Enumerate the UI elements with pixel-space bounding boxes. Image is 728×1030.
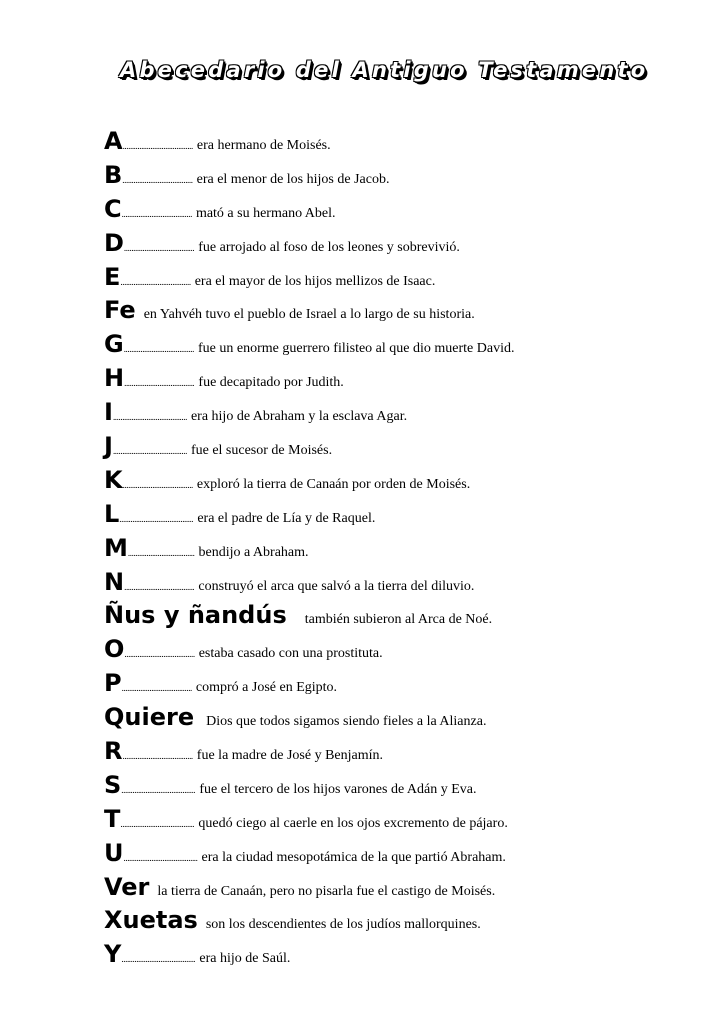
- alphabet-list: [104, 125, 704, 972]
- entry-letter: Fe: [104, 296, 136, 325]
- entry-text: fue decapitado por Judith.: [198, 375, 344, 391]
- entry-text: fue el sucesor de Moisés.: [190, 443, 333, 459]
- entry-letter: I: [104, 398, 113, 427]
- entry-text: era el padre de Lía y de Raquel.: [197, 510, 376, 526]
- entry-text: era la ciudad mesopotámica de la que partió Abraham.: [201, 849, 506, 865]
- entry-text: son los descendientes de los judíos mallorquines.: [205, 917, 481, 933]
- list-item: [104, 294, 704, 328]
- entry-dots: ......................................: [121, 683, 192, 694]
- entry-text: fue un enorme guerrero filisteo al que dio muerte David.: [198, 341, 515, 357]
- entry-letter: T: [104, 804, 121, 833]
- list-item: [104, 904, 704, 938]
- entry-letter: S: [104, 770, 122, 799]
- list-item: [104, 362, 704, 396]
- entry-text: compró a José en Egipto.: [195, 680, 338, 696]
- entry-letter: Xuetas: [104, 906, 198, 935]
- entry-letter: P: [104, 669, 122, 698]
- list-item: [104, 566, 704, 600]
- list-item: [104, 803, 704, 837]
- entry-letter: N: [104, 567, 125, 596]
- entry-text: quedó ciego al caerle en los ojos excremento de pájaro.: [198, 815, 508, 831]
- entry-text: bendijo a Abraham.: [198, 544, 309, 560]
- entry-text: en Yahvéh tuvo el pueblo de Israel a lo largo de su historia.: [143, 307, 475, 323]
- list-item: [104, 599, 704, 633]
- list-item: [104, 735, 704, 769]
- entry-letter: B: [104, 160, 123, 189]
- entry-letter: Ñus y ñandús: [104, 601, 287, 630]
- entry-dots: ......................................: [123, 242, 195, 253]
- entry-text: también subieron al Arca de Noé.: [304, 612, 493, 628]
- entry-text: era hermano de Moisés.: [196, 138, 331, 153]
- entry-text: fue arrojado al foso de los leones y sobrevivió.: [198, 239, 460, 255]
- entry-dots: ......................................: [122, 174, 193, 185]
- entry-dots: ......................................: [122, 479, 193, 490]
- entry-dots: ......................................: [122, 751, 193, 762]
- list-item: [104, 701, 704, 735]
- entry-dots: ......................................: [124, 649, 195, 660]
- entry-letter: U: [104, 838, 124, 867]
- entry-text: era hijo de Saúl.: [199, 951, 291, 967]
- list-item: [104, 328, 704, 362]
- entry-dots: ........................................: [121, 784, 196, 795]
- entry-dots: ......................................: [120, 276, 191, 287]
- entry-text: exploró la tierra de Canaán por orden de Moisés.: [196, 476, 471, 492]
- entry-dots: ....................................: [127, 547, 195, 558]
- entry-letter: M: [104, 533, 128, 562]
- list-item: [104, 125, 704, 159]
- entry-text: Dios que todos sigamos siendo fieles a la Alianza.: [206, 714, 487, 730]
- list-item: [104, 430, 704, 464]
- list-item: [104, 769, 704, 803]
- entry-dots: ......................................: [121, 208, 192, 219]
- entry-text: era hijo de Abraham y la esclava Agar.: [190, 409, 408, 425]
- entry-dots: ........................................: [119, 513, 194, 524]
- list-item: [104, 193, 704, 227]
- entry-letter: Y: [104, 940, 122, 969]
- list-item: [104, 532, 704, 566]
- entry-letter: J: [104, 432, 113, 461]
- entry-text: construyó el arca que salvó a la tierra del diluvio.: [198, 578, 475, 594]
- entry-letter: R: [104, 737, 123, 766]
- entry-letter: O: [104, 635, 125, 664]
- entry-dots: ........................................: [112, 412, 187, 423]
- list-item: [104, 633, 704, 667]
- entry-letter: D: [104, 228, 124, 257]
- entry-letter: A: [104, 127, 123, 155]
- entry-dots: ......................................: [124, 581, 195, 592]
- entry-letter: H: [104, 364, 125, 393]
- list-item: [104, 159, 704, 193]
- entry-dots: ......................................: [122, 141, 193, 151]
- entry-letter: L: [104, 499, 120, 528]
- list-item: [104, 396, 704, 430]
- list-item: [104, 498, 704, 532]
- entry-text: fue el tercero de los hijos varones de Adán y Eva.: [199, 781, 477, 797]
- entry-dots: ........................................: [112, 446, 187, 457]
- entry-dots: ......................................: [124, 378, 195, 389]
- entry-letter: G: [104, 330, 124, 359]
- entry-text: fue la madre de José y Benjamín.: [196, 748, 384, 764]
- entry-dots: ........................................: [121, 954, 196, 965]
- entry-text: mató a su hermano Abel.: [195, 205, 336, 221]
- list-item: [104, 227, 704, 261]
- entry-text: estaba casado con una prostituta.: [198, 646, 383, 662]
- list-item: [104, 464, 704, 498]
- list-item: [104, 938, 704, 972]
- document-title: Abecedario del Antiguo Testamento: [120, 58, 649, 82]
- entry-text: era el mayor de los hijos mellizos de Isaac.: [194, 273, 436, 289]
- list-item: [104, 667, 704, 701]
- entry-text: era el menor de los hijos de Jacob.: [196, 171, 390, 187]
- entry-text: la tierra de Canaán, pero no pisarla fue el castigo de Moisés.: [157, 883, 496, 899]
- entry-letter: E: [104, 262, 121, 291]
- list-item: [104, 837, 704, 871]
- entry-letter: K: [104, 465, 123, 494]
- entry-dots: ........................................: [123, 852, 198, 863]
- entry-letter: C: [104, 194, 122, 223]
- entry-dots: ......................................: [123, 344, 195, 355]
- list-item: [104, 871, 704, 905]
- entry-letter: Quiere: [104, 703, 195, 732]
- entry-letter: Ver: [104, 872, 150, 901]
- entry-dots: ........................................: [120, 818, 195, 829]
- list-item: [104, 261, 704, 295]
